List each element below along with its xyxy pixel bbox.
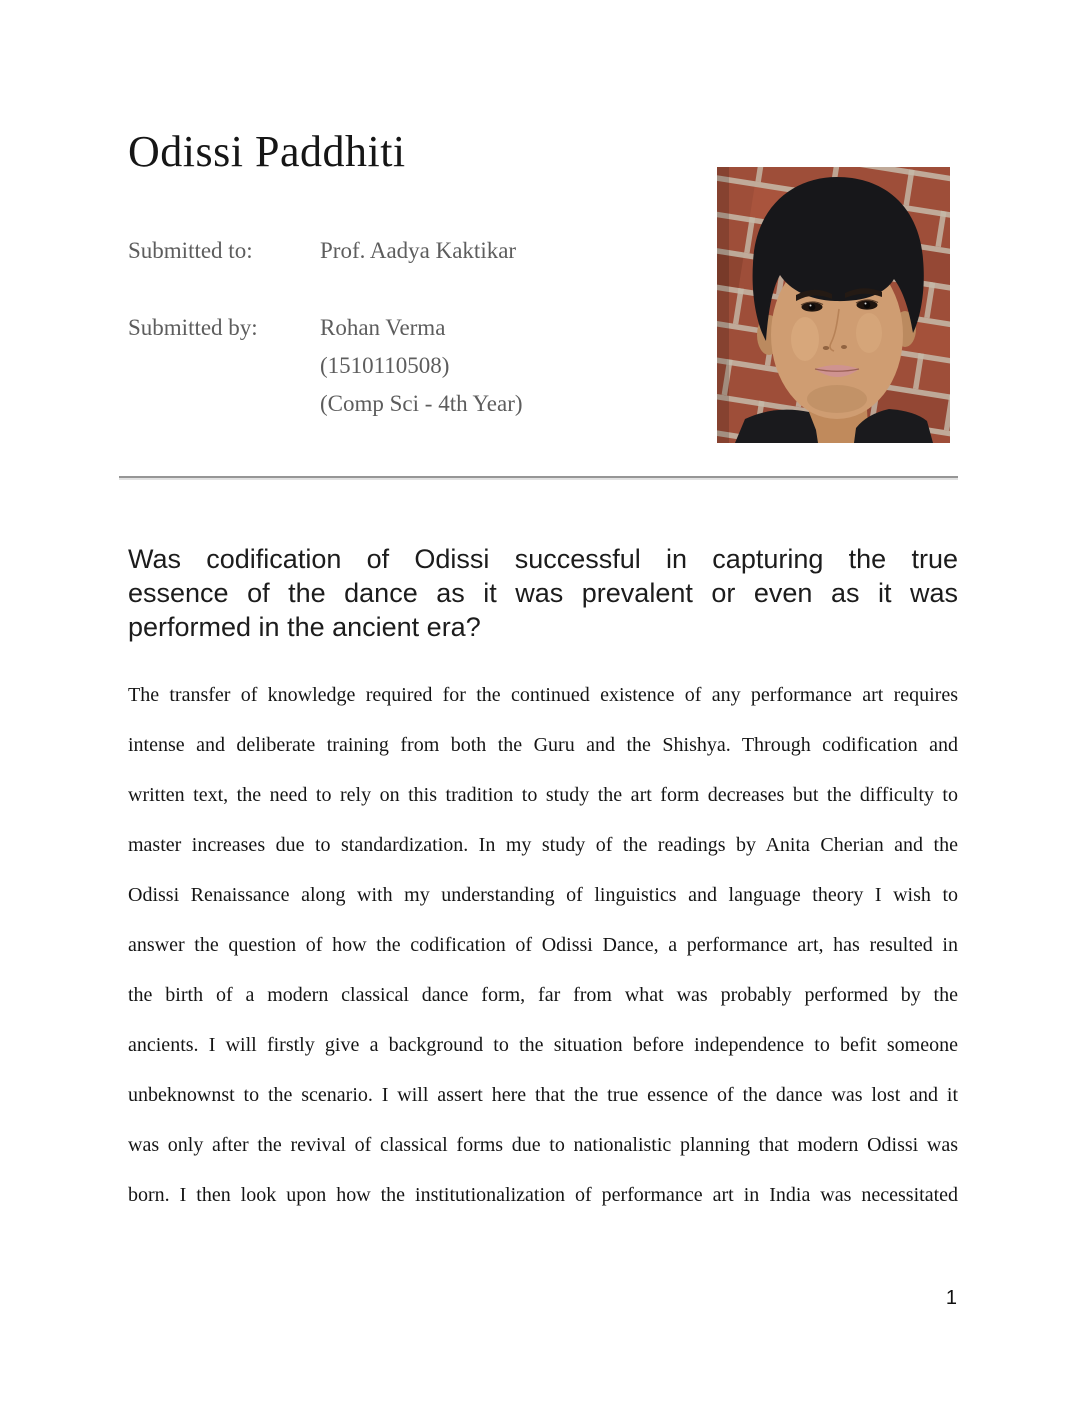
- submitted-by-id: (1510110508): [320, 353, 450, 378]
- body-line: master increases due to standardization. In my study of the readings by Anita Cherian and the: [128, 834, 958, 856]
- body-line: was only after the revival of classical forms due to nationalistic planning that modern Odissi was: [128, 1134, 958, 1156]
- submitted-by-label: Submitted by:: [128, 315, 258, 340]
- portrait-photo: [717, 167, 950, 443]
- submitted-by-detail: (Comp Sci - 4th Year): [320, 391, 523, 416]
- body-line: answer the question of how the codification of Odissi Dance, a performance art, has resulted in: [128, 934, 958, 956]
- body-line: unbeknownst to the scenario. I will assert here that the true essence of the dance was lost and it: [128, 1084, 958, 1106]
- body-line: ancients. I will firstly give a background to the situation before independence to befit someone: [128, 1034, 958, 1056]
- portrait-photo-svg: [717, 167, 950, 443]
- submitted-by-values: [320, 309, 523, 423]
- question-heading: [128, 542, 958, 644]
- body-line: the birth of a modern classical dance form, far from what was probably performed by the: [128, 984, 958, 1006]
- submitted-to-label: Submitted to:: [128, 238, 253, 263]
- page-number: 1: [945, 1287, 957, 1309]
- submitted-to-value: Prof. Aadya Kaktikar: [320, 238, 517, 263]
- body-line: Odissi Renaissance along with my understanding of linguistics and language theory I wish to: [128, 884, 958, 906]
- question-heading-line: essence of the dance as it was prevalent or even as it was: [128, 578, 958, 608]
- question-heading-line: performed in the ancient era?: [128, 612, 481, 642]
- divider-line: [119, 476, 958, 480]
- submitted-to-values: [320, 232, 516, 270]
- body-line: The transfer of knowledge required for the continued existence of any performance art requires: [128, 684, 958, 706]
- question-heading-line: Was codification of Odissi successful in capturing the true: [128, 544, 958, 574]
- submitted-by-name: Rohan Verma: [320, 315, 446, 340]
- page-title: Odissi Paddhiti: [128, 127, 406, 176]
- body-paragraph: [128, 670, 958, 1220]
- body-line: intense and deliberate training from both the Guru and the Shishya. Through codification and: [128, 734, 958, 756]
- body-line: born. I then look upon how the institutionalization of performance art in India was necessitated: [128, 1184, 958, 1206]
- body-line: written text, the need to rely on this tradition to study the art form decreases but the difficulty to: [128, 784, 958, 806]
